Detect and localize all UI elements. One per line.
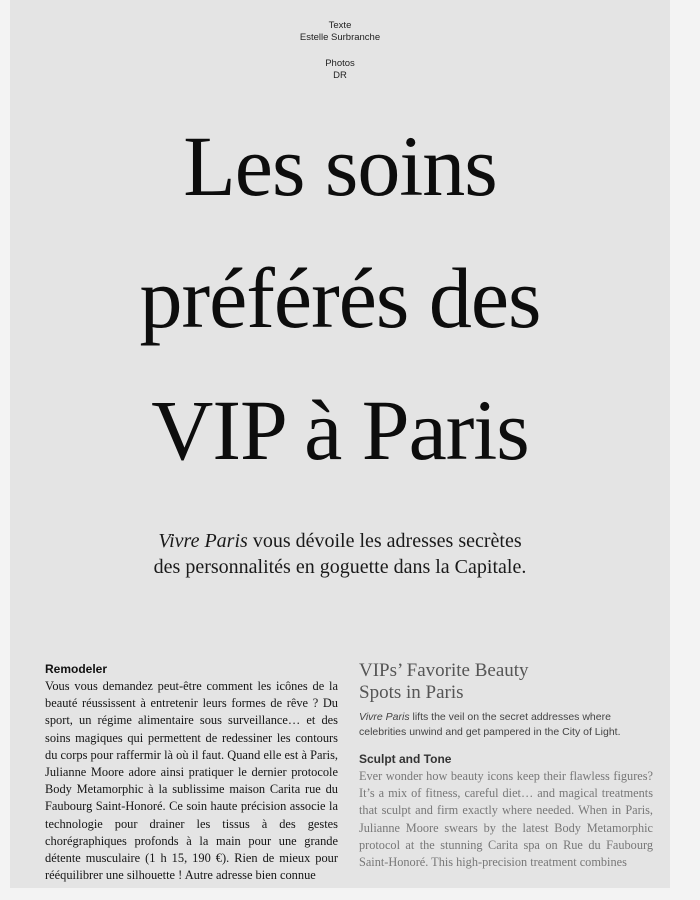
article-dek (10, 528, 670, 580)
text-credit-author: Estelle Surbranche (299, 32, 381, 43)
text-credit-label: Texte (328, 20, 352, 31)
english-title-line-2: Spots in Paris (359, 682, 464, 703)
dek-publication-name: Vivre Paris (158, 530, 248, 552)
headline-line-1: Les soins (183, 118, 497, 214)
section-heading-sculpt: Sculpt and Tone (359, 752, 452, 766)
dek-line-1 (10, 528, 670, 554)
dek-line-1-text: vous dévoile les adresses secrètes (247, 530, 522, 552)
headline-line-2: préférés des (139, 250, 541, 346)
french-body-text: Vous vous demandez peut-être comment les icônes de la beauté réussissent à entretenir leurs formes de rêve ? Du sport, un régime alimentaire sous surveillance… et des soins magiques qui permettent de redessiner les contours du corps pour raffermir là où il faut. Quand elle est à Paris, Julianne Moore adore ainsi pratiquer le dernier protocole Body Metamorphic à la sublissime maison Carita rue du Faubourg Saint-Honoré. Ce soin haute précision associe la technologie pour drainer les tissus à des gestes chorégraphiques profonds à la main pour une grande détente musculaire (1 h 15, 190 €). Rien de mieux pour rééquilibrer une silhouette ! Autre adresse bien connue (45, 679, 338, 883)
english-title (359, 660, 653, 704)
english-body-text: Ever wonder how beauty icons keep their flawless figures? It’s a mix of fitness, careful diet… and magical treatments that sculpt and firm exactly where needed. When in Paris, Julianne Moore swears by the latest Body Metamorphic protocol at the stunning Carita spa on Rue du Faubourg Saint-Honoré. This high-precision treatment combines (359, 769, 653, 870)
english-dek-text: lifts the veil on the secret addresses where celebrities unwind and get pampered in the City of Light. (359, 711, 621, 738)
magazine-page (10, 0, 670, 888)
english-title-line-1: VIPs’ Favorite Beauty (359, 660, 529, 681)
article-headline (10, 100, 670, 496)
english-dek-publication-name: Vivre Paris (359, 711, 410, 723)
french-column (45, 662, 338, 884)
article-credits (10, 20, 670, 96)
section-heading-remodeler: Remodeler (45, 662, 108, 676)
photo-credit-value: DR (333, 70, 347, 81)
english-column (359, 660, 653, 871)
dek-line-2: des personnalités en goguette dans la Capitale. (153, 556, 527, 578)
headline-line-3: VIP à Paris (151, 382, 529, 478)
english-dek (359, 710, 653, 740)
photo-credit-label: Photos (325, 58, 355, 69)
